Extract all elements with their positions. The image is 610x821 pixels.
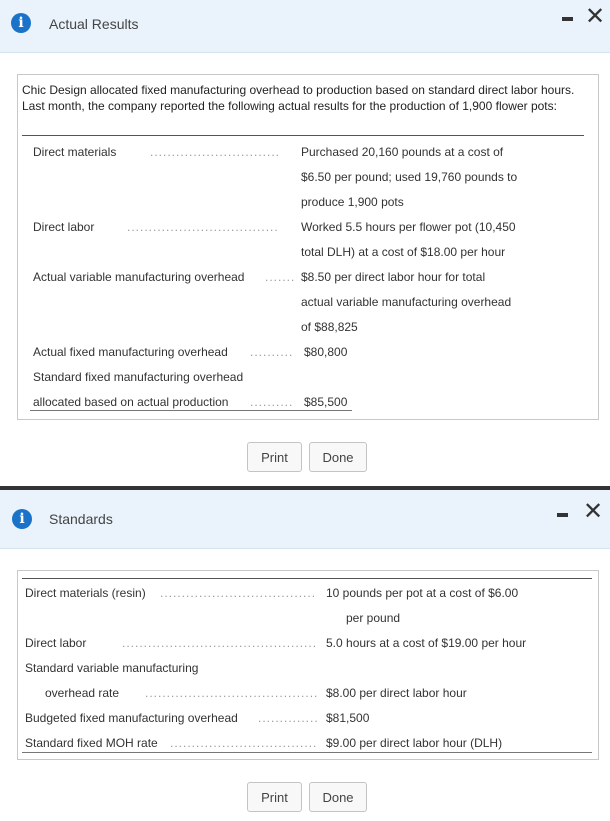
row-value: total DLH) at a cost of $18.00 per hour (301, 245, 506, 259)
row-label: Standard fixed manufacturing overhead (33, 370, 244, 384)
minimize-icon[interactable] (557, 513, 568, 517)
row-value: $9.00 per direct labor hour (DLH) (326, 736, 503, 750)
leader-dots: ............................................. (122, 636, 318, 650)
row-value: actual variable manufacturing overhead (301, 295, 512, 309)
table-top-rule (22, 578, 592, 579)
print-button[interactable]: Print (247, 442, 302, 472)
standards-header (0, 490, 610, 549)
print-button[interactable]: Print (247, 782, 302, 812)
row-label: Actual fixed manufacturing overhead (33, 345, 228, 359)
row-value: of $88,825 (301, 320, 358, 334)
table-bottom-rule (30, 410, 352, 411)
leader-dots: .......... (250, 395, 294, 409)
row-value: Purchased 20,160 pounds at a cost of (301, 145, 504, 159)
info-icon: i (12, 509, 32, 529)
row-label: Direct labor (25, 636, 87, 650)
leader-dots: .................................... (160, 586, 317, 600)
row-label: Standard fixed MOH rate (25, 736, 158, 750)
table-bottom-rule (22, 752, 592, 753)
close-icon[interactable]: ✕ (585, 2, 606, 30)
row-label: Direct materials (33, 145, 117, 159)
info-icon: i (11, 13, 31, 33)
leader-dots: ........................................ (145, 686, 319, 700)
row-value: 5.0 hours at a cost of $19.00 per hour (326, 636, 527, 650)
dialog-title: Actual Results (49, 16, 139, 32)
row-label: Actual variable manufacturing overhead (33, 270, 245, 284)
table-top-rule (22, 135, 584, 136)
row-value: Worked 5.5 hours per flower pot (10,450 (301, 220, 516, 234)
leader-dots: ................................... (127, 220, 279, 234)
row-label: overhead rate (45, 686, 120, 700)
row-value: produce 1,900 pots (301, 195, 404, 209)
done-button[interactable]: Done (309, 782, 367, 812)
leader-dots: .......... (250, 345, 294, 359)
row-label: Direct labor (33, 220, 95, 234)
dialog-title: Standards (49, 511, 113, 527)
row-value: 10 pounds per pot at a cost of $6.00 (326, 586, 519, 600)
row-value: $85,500 (304, 395, 348, 409)
leader-dots: .................................. (170, 736, 318, 750)
intro-text: Chic Design allocated fixed manufacturing overhead to production based on standard direct labor hours. Last month, the company reported the following actual results for the production of 1,900 flower pots: (22, 83, 575, 113)
row-label: Direct materials (resin) (25, 586, 146, 600)
row-value: $80,800 (304, 345, 348, 359)
leader-dots: .............. (258, 711, 319, 725)
minimize-icon[interactable] (562, 17, 573, 21)
row-label: Standard variable manufacturing (25, 661, 199, 675)
leader-dots: ....... (265, 270, 296, 284)
leader-dots: .............................. (150, 145, 281, 159)
row-value: per pound (346, 611, 401, 625)
row-label: Budgeted fixed manufacturing overhead (25, 711, 238, 725)
row-label: allocated based on actual production (33, 395, 229, 409)
actual-results-header (0, 0, 610, 53)
row-value: $81,500 (326, 711, 370, 725)
row-value: $8.00 per direct labor hour (326, 686, 467, 700)
close-icon[interactable]: ✕ (583, 497, 604, 525)
row-value: $6.50 per pound; used 19,760 pounds to (301, 170, 518, 184)
done-button[interactable]: Done (309, 442, 367, 472)
row-value: $8.50 per direct labor hour for total (301, 270, 486, 284)
